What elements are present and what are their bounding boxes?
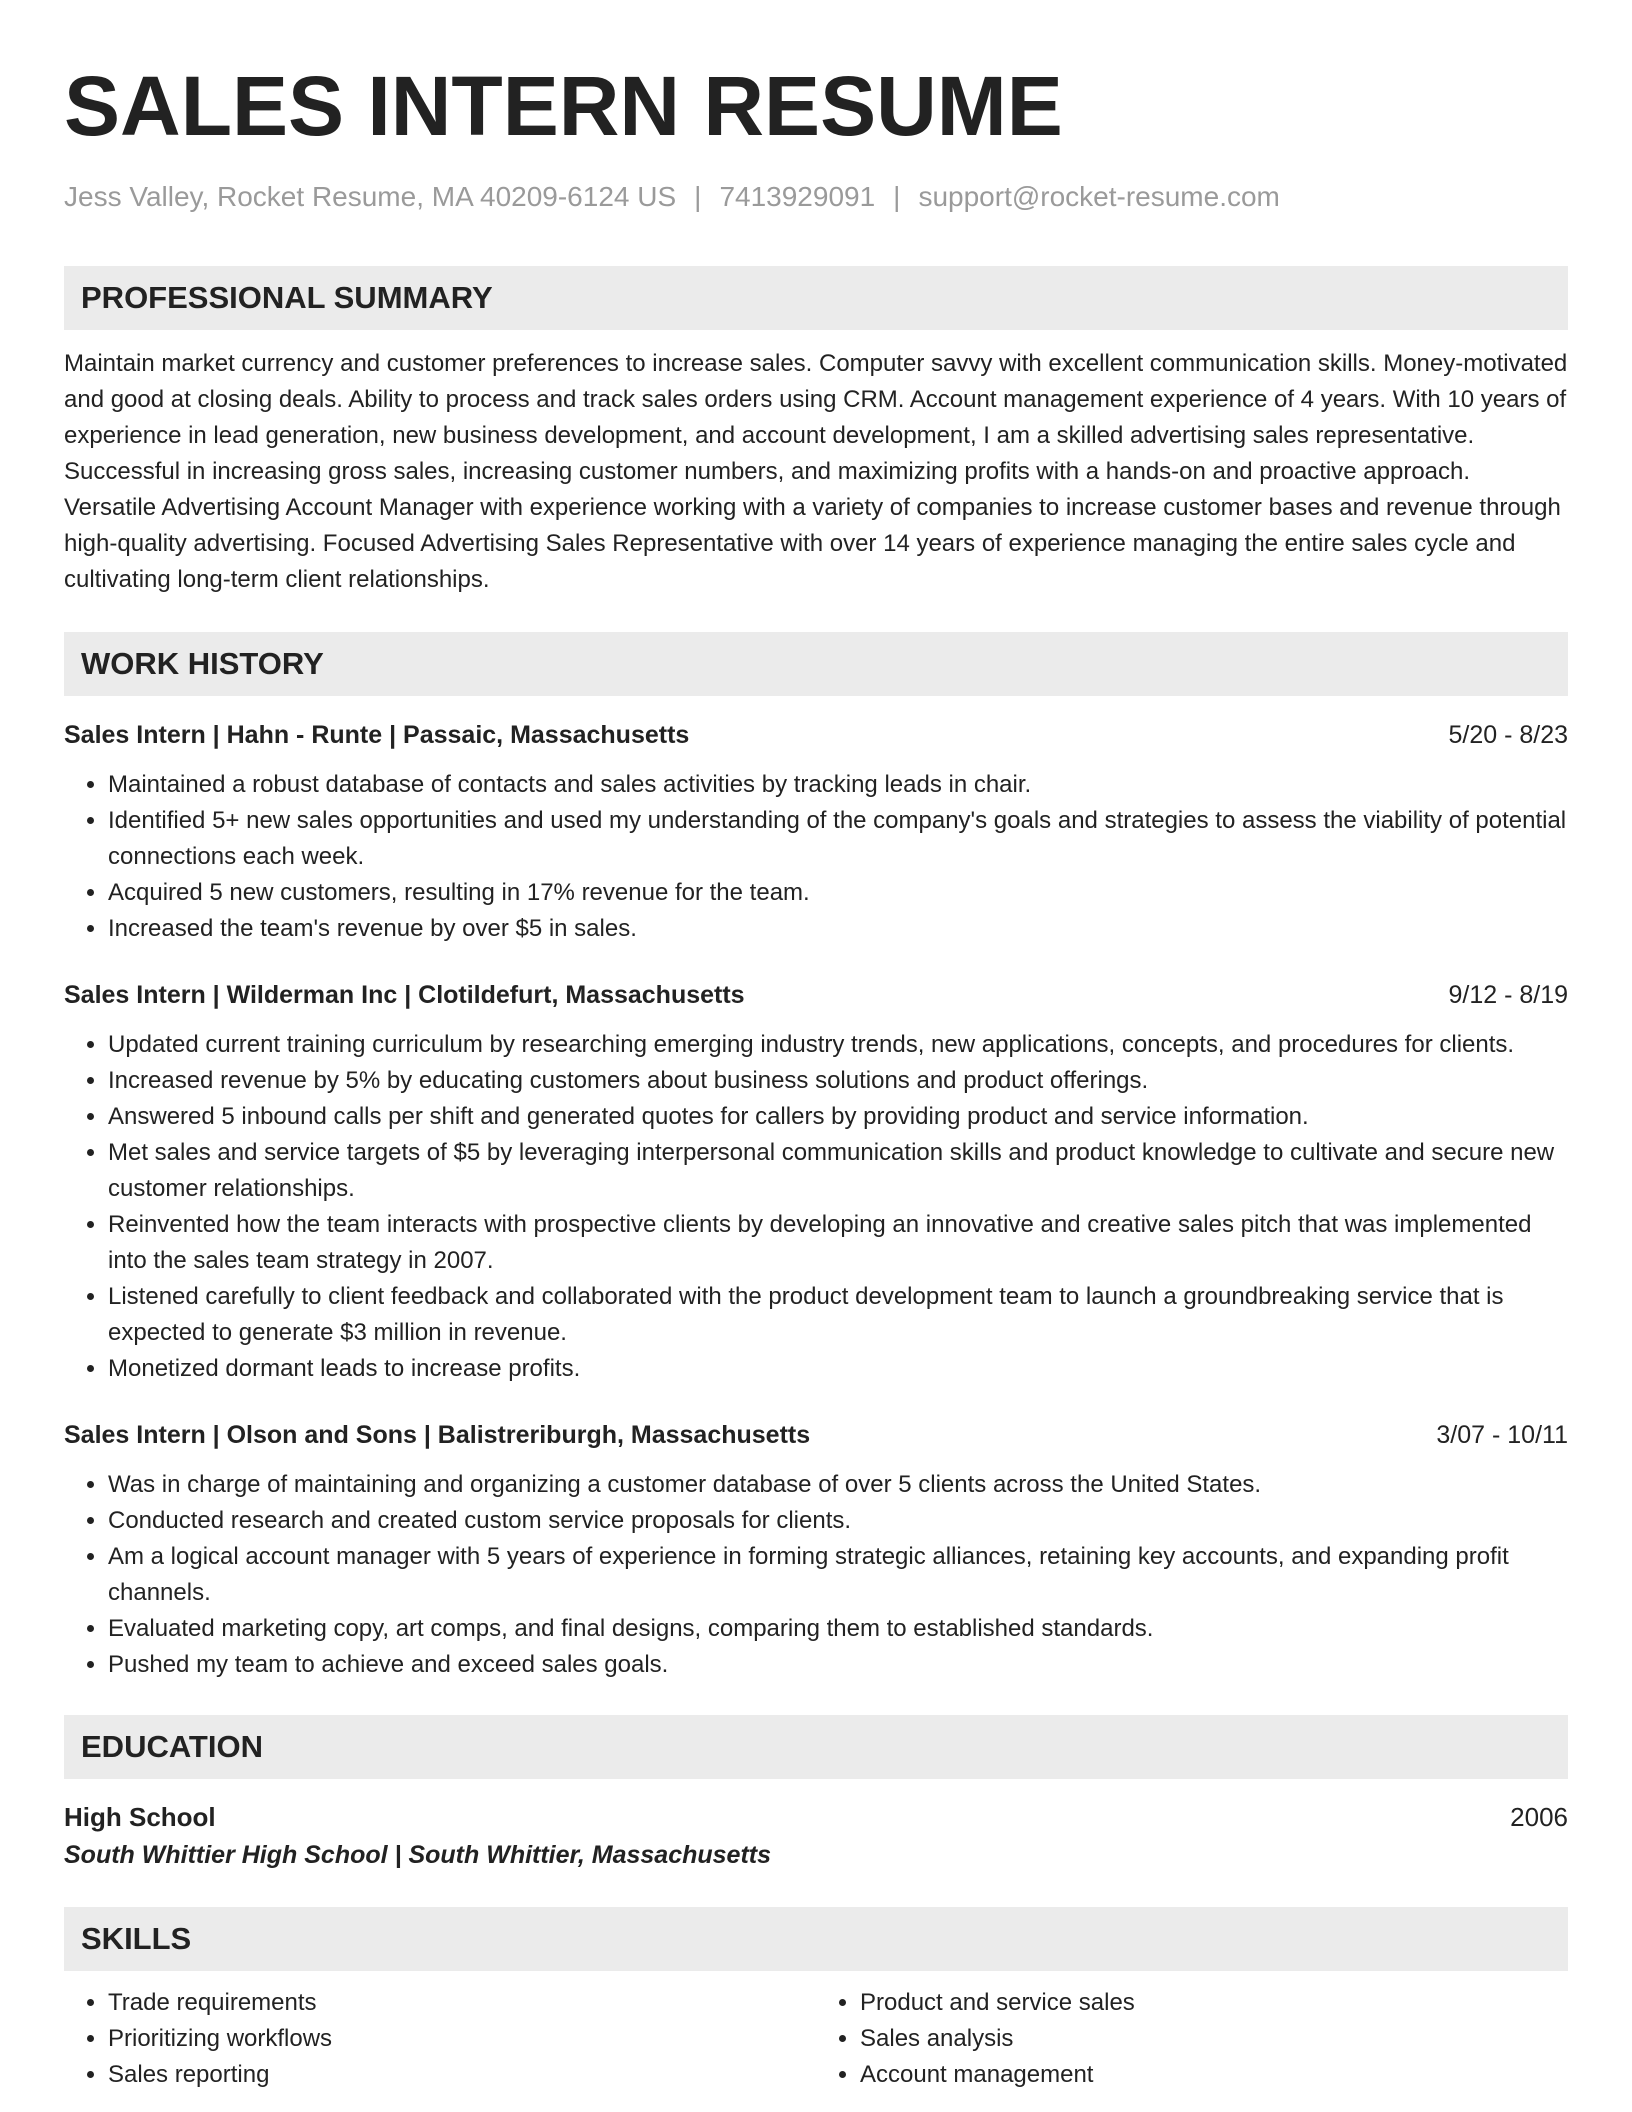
job-bullet: • Am a logical account manager with 5 years of experience in forming strategic alliances, retaining key accounts, and expanding profit channels. <box>108 1539 1568 1611</box>
skill-item: • Account management <box>860 2057 1568 2093</box>
job-bullet: • Increased the team's revenue by over $5 in sales. <box>108 911 1568 947</box>
contact-line <box>64 180 1568 214</box>
skill-item: • Prioritizing workflows <box>108 2021 816 2057</box>
job-bullet: • Maintained a robust database of contacts and sales activities by tracking leads in chair. <box>108 767 1568 803</box>
job-bullets <box>64 1027 1568 1387</box>
job-bullet: • Increased revenue by 5% by educating customers about business solutions and product offerings. <box>108 1063 1568 1099</box>
skill-item: • Sales reporting <box>108 2057 816 2093</box>
job-header <box>64 1417 1568 1453</box>
job-bullet: • Was in charge of maintaining and organizing a customer database of over 5 clients across the United States. <box>108 1467 1568 1503</box>
education-header <box>64 1799 1568 1835</box>
job-bullet: • Pushed my team to achieve and exceed sales goals. <box>108 1647 1568 1683</box>
job-bullets <box>64 1467 1568 1683</box>
contact-phone: 7413929091 <box>719 181 876 212</box>
job-title: Sales Intern | Wilderman Inc | Clotildefurt, Massachusetts <box>64 980 745 1009</box>
education-school: South Whittier High School | South Whittier, Massachusetts <box>64 1840 772 1869</box>
job-bullet: • Monetized dormant leads to increase profits. <box>108 1351 1568 1387</box>
skills-column-left <box>64 1985 816 2093</box>
job-dates: 3/07 - 10/11 <box>1436 1420 1568 1449</box>
job-bullets <box>64 767 1568 947</box>
skill-item: • Product and service sales <box>860 1985 1568 2021</box>
job-title: Sales Intern | Olson and Sons | Balistreriburgh, Massachusetts <box>64 1420 811 1449</box>
job-bullet: • Conducted research and created custom service proposals for clients. <box>108 1503 1568 1539</box>
contact-address: Jess Valley, Rocket Resume, MA 40209-6124 US <box>64 181 677 212</box>
job-dates: 9/12 - 8/19 <box>1448 980 1568 1009</box>
job-dates: 5/20 - 8/23 <box>1448 720 1568 749</box>
education-year: 2006 <box>1510 1801 1568 1832</box>
job-bullet: • Acquired 5 new customers, resulting in 17% revenue for the team. <box>108 875 1568 911</box>
job-entry <box>64 1417 1568 1683</box>
skill-item: • Trade requirements <box>108 1985 816 2021</box>
job-header <box>64 717 1568 753</box>
skills-list <box>64 1985 1568 2093</box>
job-bullet: • Identified 5+ new sales opportunities and used my understanding of the company's goals and strategies to assess the viability of potential connections each week. <box>108 803 1568 875</box>
job-bullet: • Listened carefully to client feedback and collaborated with the product development team to launch a groundbreaking service that is expected to generate $3 million in revenue. <box>108 1279 1568 1351</box>
skill-item: • Sales analysis <box>860 2021 1568 2057</box>
job-entry <box>64 717 1568 947</box>
job-bullet: • Updated current training curriculum by researching emerging industry trends, new applications, concepts, and procedures for clients. <box>108 1027 1568 1063</box>
job-entry <box>64 977 1568 1387</box>
education-degree: High School <box>64 1801 216 1832</box>
job-bullet: • Reinvented how the team interacts with prospective clients by developing an innovative and creative sales pitch that was implemented into the sales team strategy in 2007. <box>108 1207 1568 1279</box>
section-header-summary: PROFESSIONAL SUMMARY <box>64 266 1568 330</box>
summary-text: Maintain market currency and customer preferences to increase sales. Computer savvy with excellent communication skills. Money-motivated and good at closing deals. Ability to process and track sales orders using CRM. Account management experience of 4 years. With 10 years of experience in lead generation, new business development, and account development, I am a skilled advertising sales representative. Successful in increasing gross sales, increasing customer numbers, and maximizing profits with a hands-on and proactive approach. Versatile Advertising Account Manager with experience working with a variety of companies to increase customer bases and revenue through high-quality advertising. Focused Advertising Sales Representative with over 14 years of experience managing the entire sales cycle and cultivating long-term client relationships. <box>64 349 1568 593</box>
contact-separator: | <box>694 181 702 212</box>
contact-separator: | <box>893 181 901 212</box>
contact-email: support@rocket-resume.com <box>918 181 1280 212</box>
job-header <box>64 977 1568 1013</box>
job-bullet: • Evaluated marketing copy, art comps, and final designs, comparing them to established standards. <box>108 1611 1568 1647</box>
job-bullet: • Answered 5 inbound calls per shift and generated quotes for callers by providing product and service information. <box>108 1099 1568 1135</box>
skills-column-right <box>816 1985 1568 2093</box>
job-bullet: • Met sales and service targets of $5 by leveraging interpersonal communication skills and product knowledge to cultivate and secure new customer relationships. <box>108 1135 1568 1207</box>
section-header-skills: SKILLS <box>64 1907 1568 1971</box>
resume-title: SALES INTERN RESUME <box>64 59 1063 153</box>
job-title: Sales Intern | Hahn - Runte | Passaic, Massachusetts <box>64 720 690 749</box>
section-header-work-history: WORK HISTORY <box>64 632 1568 696</box>
section-header-education: EDUCATION <box>64 1715 1568 1779</box>
